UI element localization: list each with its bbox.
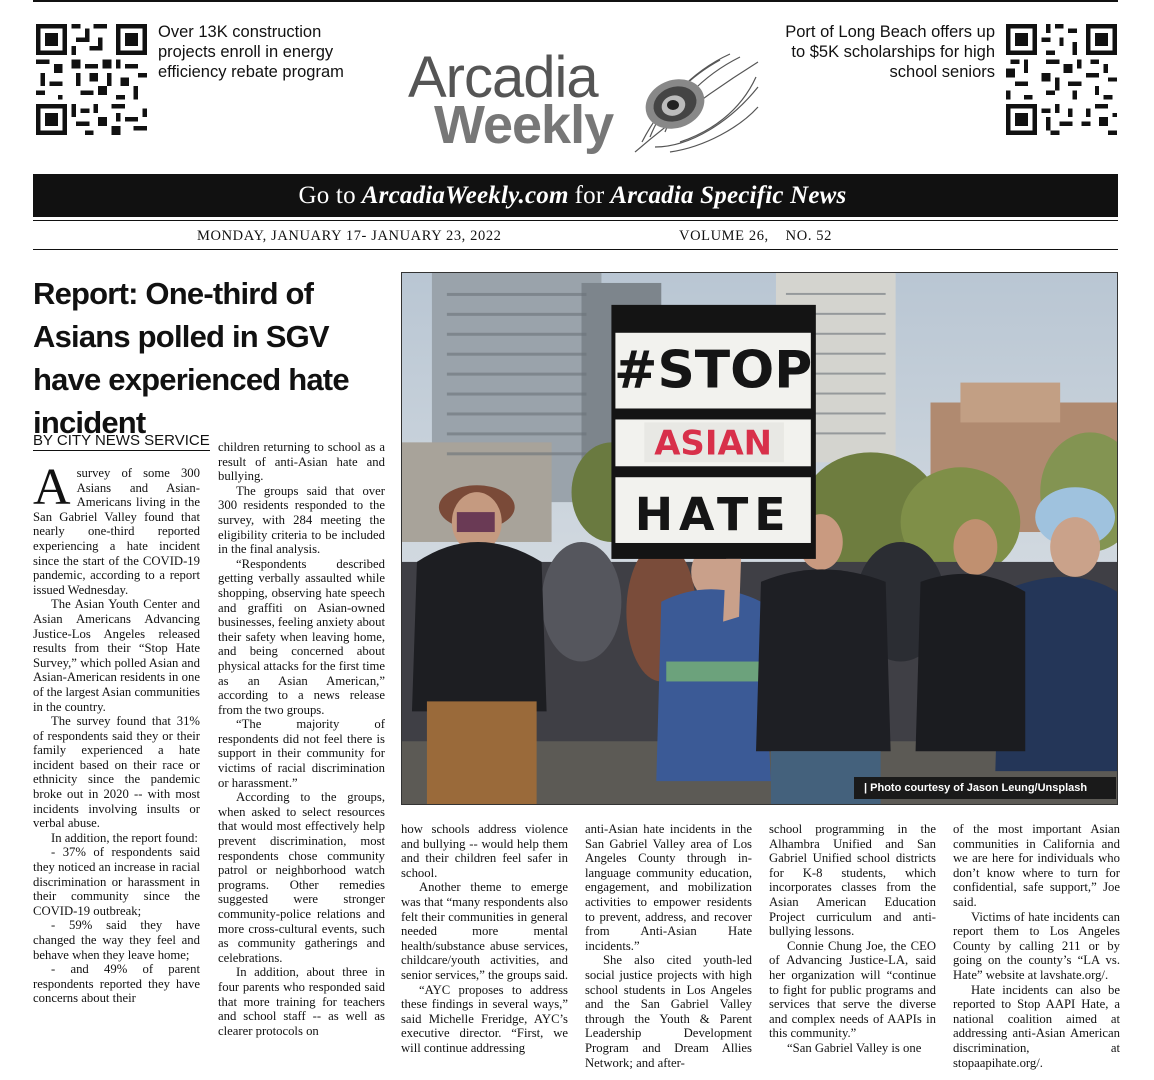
- sign-text-asian: ASIAN: [654, 423, 773, 463]
- protest-photo-illustration: [402, 273, 1117, 804]
- paragraph: “The majority of respondents did not feel there is support in their community for victims of racial discrimination or harassment.”: [218, 717, 385, 790]
- banner-text-mid: for: [574, 181, 605, 209]
- drop-cap: A: [33, 466, 71, 516]
- article-column-1: [33, 466, 200, 1078]
- article-photo[interactable]: [401, 272, 1118, 805]
- paragraph: “AYC proposes to address these findings in several ways,” said Michelle Freridge, AYC’s executive director. “First, we will continue addressing: [401, 982, 568, 1055]
- article-byline: BY CITY NEWS SERVICE: [33, 432, 210, 449]
- paragraph: Another theme to emerge was that “many respondents also felt their communities in general needed more mental health/substance abuse services, childcare/youth activities, and senior services,” the groups said.: [401, 880, 568, 982]
- top-rule: [33, 0, 1118, 2]
- paragraph: - and 49% of parent respondents reported they have concerns about their: [33, 962, 200, 1006]
- paragraph: The survey found that 31% of respondents said they or their family experienced a hate incident based on their race or ethnicity since the pandemic broke out in 2020 -- with most incidents involving insults or verbal abuse.: [33, 714, 200, 831]
- paragraph: Connie Chung Joe, the CEO of Advancing Justice-LA, said her organization will “continue to fight for public programs and services that serve the diverse and complex needs of AAPIs in this community.”: [769, 938, 936, 1041]
- paragraph: In addition, the report found:: [51, 830, 198, 845]
- paragraph: She also cited youth-led social justice projects with high school students in Los Angeles and the San Gabriel Valley through the Youth & Parent Leadership Development Program and Dream Allies Network; and after-: [585, 953, 752, 1070]
- paragraph: The groups said that over 300 residents responded to the survey, with 284 meeting the eligibility criteria to be included in the final analysis.: [218, 483, 385, 557]
- article-column-2: [218, 440, 385, 1078]
- qr-code-icon: [36, 24, 147, 135]
- paragraph: of the most important Asian communities in California and we are here for individuals who don’t know where to turn for confidential, safe support,” Joe said.: [953, 822, 1120, 909]
- paragraph: children returning to school as a result of anti-Asian hate and bullying.: [218, 440, 385, 484]
- promo-right-link[interactable]: Port of Long Beach offers up to $5K scholarships for high school seniors: [785, 23, 995, 81]
- article-column-5: [769, 822, 936, 1078]
- qr-code-icon: [1006, 24, 1117, 135]
- paragraph: - 59% said they have changed the way they feel and behave when they leave home;: [33, 918, 200, 962]
- banner-text-pre: Go to: [298, 181, 356, 209]
- banner-text-post: Arcadia Specific News: [610, 181, 847, 209]
- paragraph: “San Gabriel Valley is one: [787, 1040, 922, 1055]
- paragraph: anti-Asian hate incidents in the San Gabriel Valley area of Los Angeles County through in-language community education, engagement, and mobilization activities to empower residents to prevent, address, and recover from Anti-Asian Hate incidents.”: [585, 822, 752, 953]
- issue-volume: VOLUME 26, NO. 52: [679, 228, 832, 244]
- article-column-4: [585, 822, 752, 1078]
- paragraph: Asurvey of some 300 Asians and Asian-Americans living in the San Gabriel Valley found that nearly one-third reported experiencing a hate incident since the start of the COVID-19 pandemic, according to a report issued Wednesday.: [33, 466, 200, 597]
- issue-date: MONDAY, JANUARY 17- JANUARY 23, 2022: [197, 228, 502, 244]
- paragraph: Victims of hate incidents can report them to Los Angeles County by calling 211 or by going on the county’s “LA vs. Hate” website at lavshate.org/.: [953, 909, 1120, 982]
- banner-site-link[interactable]: ArcadiaWeekly.com: [361, 181, 569, 209]
- dateline: [33, 220, 1118, 250]
- paragraph: In addition, about three in four parents who responded said that more training for teachers and school staff -- as well as clearer protocols on: [218, 965, 385, 1038]
- paragraph: “Respondents described getting verbally assaulted while shopping, observing hate speech and graffiti on Asian-owned businesses, feeling anxiety about their safety when leaving home, and being concerned about physical attacks for the first time as an Asian American,” according to a news release from the two groups.: [218, 556, 385, 717]
- masthead-logo[interactable]: [400, 44, 760, 169]
- article-headline: Report: One-third of Asians polled in SGV have experienced hate incident: [33, 276, 349, 440]
- sign-text-stop: #STOP: [614, 340, 813, 401]
- article-column-6: [953, 822, 1120, 1078]
- paragraph: Hate incidents can also be reported to Stop AAPI Hate, a national coalition aimed at addressing anti-Asian American discrimination, at stopaapihate.org/.: [953, 982, 1120, 1070]
- paragraph: school programming in the Alhambra Unified and San Gabriel Unified school districts for K-8 students, which incorporates classes from the Asian American Education Project curriculum and anti-bullying lessons.: [769, 822, 936, 939]
- photo-credit: | Photo courtesy of Jason Leung/Unsplash: [854, 777, 1116, 799]
- logo-word-weekly: Weekly: [434, 95, 614, 155]
- paragraph: The Asian Youth Center and Asian Americans Advancing Justice-Los Angeles released results from their “Stop Hate Survey,” which polled Asian and Asian-American residents in one of the largest Asian communities in the country.: [33, 597, 200, 714]
- paragraph: - 37% of respondents said they noticed an increase in racial discrimination or harassment in their community since the COVID-19 outbreak;: [33, 845, 200, 918]
- promo-left-link[interactable]: Over 13K construction projects enroll in energy efficiency rebate program: [158, 23, 344, 81]
- paragraph: According to the groups, when asked to select resources that would most effectively help prevent discrimination, most respondents chose community patrol or neighborhood watch programs. Other remedies suggested were stronger community-police relations and more cross-cultural events, such as community gatherings and celebrations.: [218, 790, 385, 965]
- sign-text-hate: HATE: [634, 487, 792, 542]
- paragraph: how schools address violence and bullying -- would help them and their children feel safer in school.: [401, 822, 568, 880]
- qr-code-left[interactable]: [36, 24, 147, 135]
- article-column-3: [401, 822, 568, 1078]
- qr-code-right[interactable]: [1006, 24, 1117, 135]
- website-banner[interactable]: [33, 174, 1118, 217]
- peacock-feather-icon: [630, 52, 760, 162]
- logo-word-arcadia: Arcadia: [408, 45, 598, 110]
